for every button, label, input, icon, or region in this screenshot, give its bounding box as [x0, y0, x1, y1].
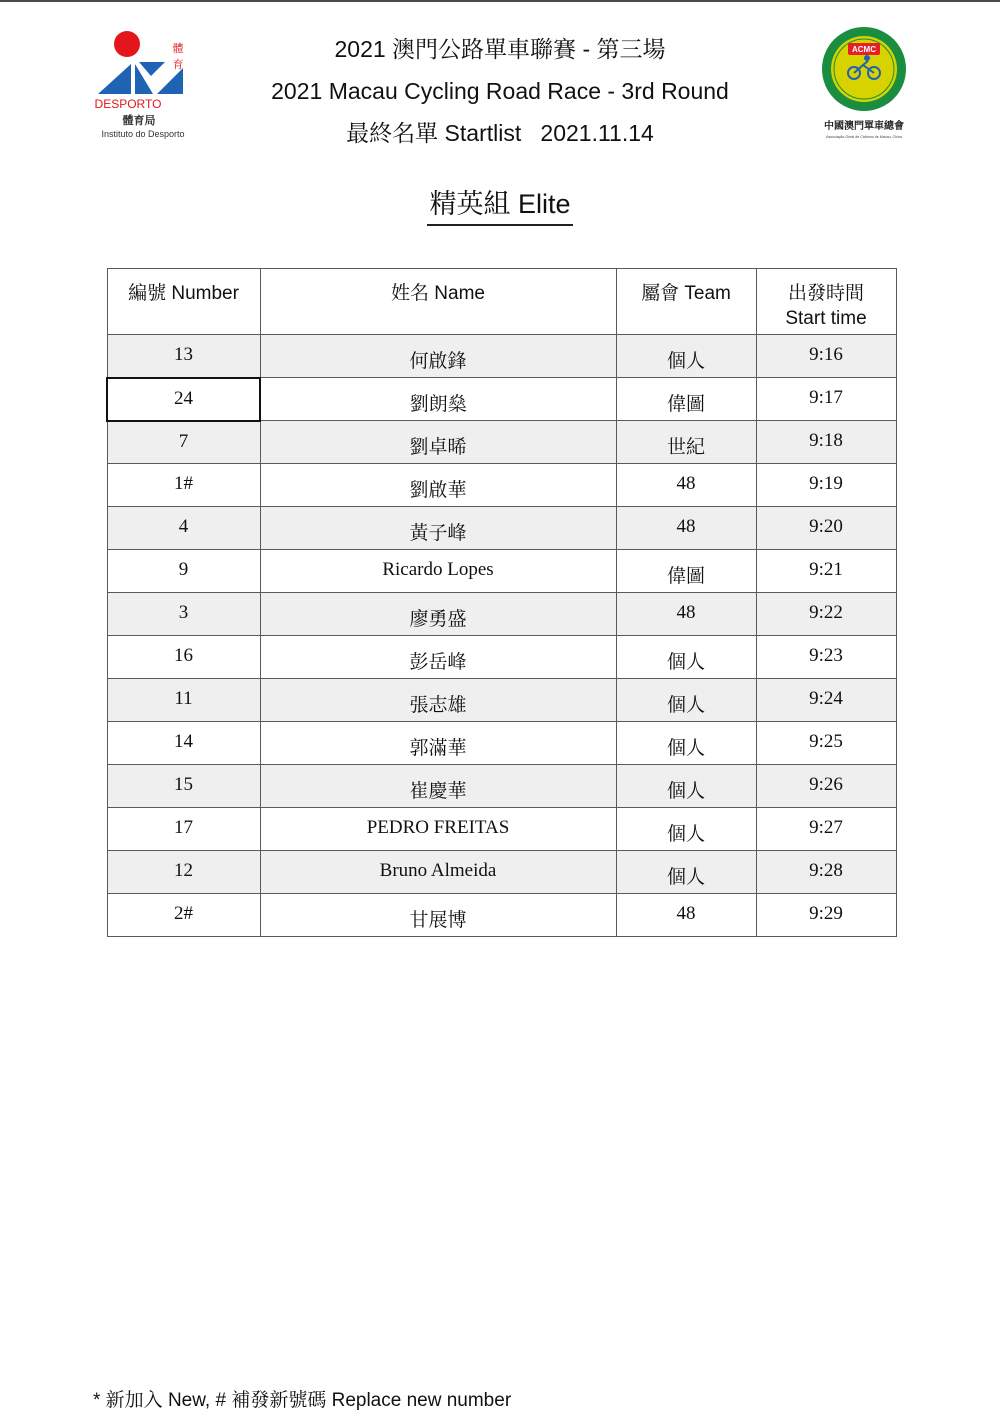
rider-number[interactable]: 9 — [107, 550, 260, 593]
instituto-do-desporto-logo — [95, 28, 195, 143]
table-row — [107, 679, 896, 722]
rider-team[interactable]: 個人 — [616, 335, 756, 378]
rider-team[interactable]: 48 — [616, 593, 756, 636]
rider-start-time[interactable]: 9:29 — [756, 894, 896, 937]
desporto-logo-icon — [95, 28, 195, 143]
rider-name[interactable]: 崔慶華 — [260, 765, 616, 808]
svg-text:DESPORTO: DESPORTO — [95, 97, 162, 111]
rider-team[interactable]: 48 — [616, 464, 756, 507]
rider-start-time[interactable]: 9:27 — [756, 808, 896, 851]
title-block — [200, 28, 800, 154]
rider-number[interactable]: 14 — [107, 722, 260, 765]
rider-name[interactable]: 劉朗燊 — [260, 378, 616, 421]
rider-number[interactable]: 17 — [107, 808, 260, 851]
table-row — [107, 593, 896, 636]
column-header-start-time-zh: 出發時間 — [787, 283, 864, 304]
table-row — [107, 894, 896, 937]
event-title-chinese: 2021 澳門公路單車聯賽 - 第三場 — [334, 36, 666, 62]
rider-name[interactable]: 彭岳峰 — [260, 636, 616, 679]
rider-start-time[interactable]: 9:28 — [756, 851, 896, 894]
startlist-rows — [107, 335, 896, 937]
rider-number[interactable]: 2# — [107, 894, 260, 937]
rider-team[interactable]: 偉圖 — [616, 550, 756, 593]
column-header-number: 編號 Number — [107, 269, 260, 335]
svg-text:中國澳門單車總會: 中國澳門單車總會 — [824, 121, 904, 132]
table-row — [107, 636, 896, 679]
rider-number[interactable]: 15 — [107, 765, 260, 808]
table-row — [107, 550, 896, 593]
rider-name[interactable]: 張志雄 — [260, 679, 616, 722]
rider-team[interactable]: 個人 — [616, 765, 756, 808]
rider-start-time[interactable]: 9:25 — [756, 722, 896, 765]
rider-number[interactable]: 16 — [107, 636, 260, 679]
rider-name[interactable]: 劉卓晞 — [260, 421, 616, 464]
table-row — [107, 421, 896, 464]
footnote-legend: * 新加入 New, # 補發新號碼 Replace new number — [93, 1390, 512, 1411]
rider-team[interactable]: 個人 — [616, 851, 756, 894]
rider-team[interactable]: 個人 — [616, 722, 756, 765]
rider-number[interactable]: 4 — [107, 507, 260, 550]
table-row — [107, 464, 896, 507]
rider-team[interactable]: 48 — [616, 894, 756, 937]
rider-start-time[interactable]: 9:21 — [756, 550, 896, 593]
rider-name[interactable]: 廖勇盛 — [260, 593, 616, 636]
acmc-cycling-badge-icon — [818, 25, 914, 140]
rider-number[interactable]: 13 — [107, 335, 260, 378]
rider-start-time[interactable]: 9:17 — [756, 378, 896, 421]
rider-team[interactable]: 個人 — [616, 808, 756, 851]
rider-team[interactable]: 世紀 — [616, 421, 756, 464]
rider-start-time[interactable]: 9:26 — [756, 765, 896, 808]
rider-start-time[interactable]: 9:19 — [756, 464, 896, 507]
acmc-logo — [818, 25, 914, 140]
startlist-date-subtitle: 最終名單 Startlist 2021.11.14 — [346, 120, 654, 146]
table-row — [107, 507, 896, 550]
rider-team[interactable]: 48 — [616, 507, 756, 550]
rider-start-time[interactable]: 9:20 — [756, 507, 896, 550]
rider-team[interactable]: 偉圖 — [616, 378, 756, 421]
rider-name[interactable]: 甘展博 — [260, 894, 616, 937]
table-row — [107, 378, 896, 421]
table-header-row — [107, 269, 896, 335]
rider-team[interactable]: 個人 — [616, 679, 756, 722]
rider-team[interactable]: 個人 — [616, 636, 756, 679]
rider-number[interactable]: 7 — [107, 421, 260, 464]
svg-text:體: 體 — [172, 42, 184, 55]
column-header-start-time — [756, 269, 896, 335]
column-header-team: 屬會 Team — [616, 269, 756, 335]
svg-text:ACMC: ACMC — [852, 45, 876, 54]
rider-start-time[interactable]: 9:22 — [756, 593, 896, 636]
category-heading — [0, 186, 1000, 226]
column-header-name: 姓名 Name — [260, 269, 616, 335]
rider-name[interactable]: 黃子峰 — [260, 507, 616, 550]
column-header-start-time-en: Start time — [785, 308, 867, 329]
rider-number[interactable]: 12 — [107, 851, 260, 894]
event-title-english: 2021 Macau Cycling Road Race - 3rd Round — [271, 78, 729, 104]
rider-number[interactable]: 1# — [107, 464, 260, 507]
rider-number[interactable]: 11 — [107, 679, 260, 722]
table-row — [107, 808, 896, 851]
rider-start-time[interactable]: 9:24 — [756, 679, 896, 722]
startlist-table — [106, 268, 897, 937]
table-row — [107, 335, 896, 378]
rider-name[interactable]: Ricardo Lopes — [260, 550, 616, 593]
rider-name[interactable]: 劉啟華 — [260, 464, 616, 507]
rider-start-time[interactable]: 9:16 — [756, 335, 896, 378]
rider-name[interactable]: Bruno Almeida — [260, 851, 616, 894]
svg-text:Associação Geral de Ciclismo d: Associação Geral de Ciclismo de Macau, China — [826, 135, 902, 139]
category-heading-text: 精英組 Elite — [427, 186, 572, 226]
rider-number[interactable]: 3 — [107, 593, 260, 636]
document-header — [0, 0, 1000, 150]
table-row — [107, 851, 896, 894]
svg-text:育: 育 — [172, 58, 184, 71]
table-row — [107, 722, 896, 765]
table-row — [107, 765, 896, 808]
rider-start-time[interactable]: 9:18 — [756, 421, 896, 464]
rider-start-time[interactable]: 9:23 — [756, 636, 896, 679]
rider-name[interactable]: PEDRO FREITAS — [260, 808, 616, 851]
rider-name[interactable]: 郭滿華 — [260, 722, 616, 765]
rider-name[interactable]: 何啟鋒 — [260, 335, 616, 378]
svg-text:體育局: 體育局 — [122, 114, 156, 127]
svg-text:Instituto do Desporto: Instituto do Desporto — [101, 129, 185, 139]
rider-number[interactable]: 24 — [107, 378, 260, 421]
